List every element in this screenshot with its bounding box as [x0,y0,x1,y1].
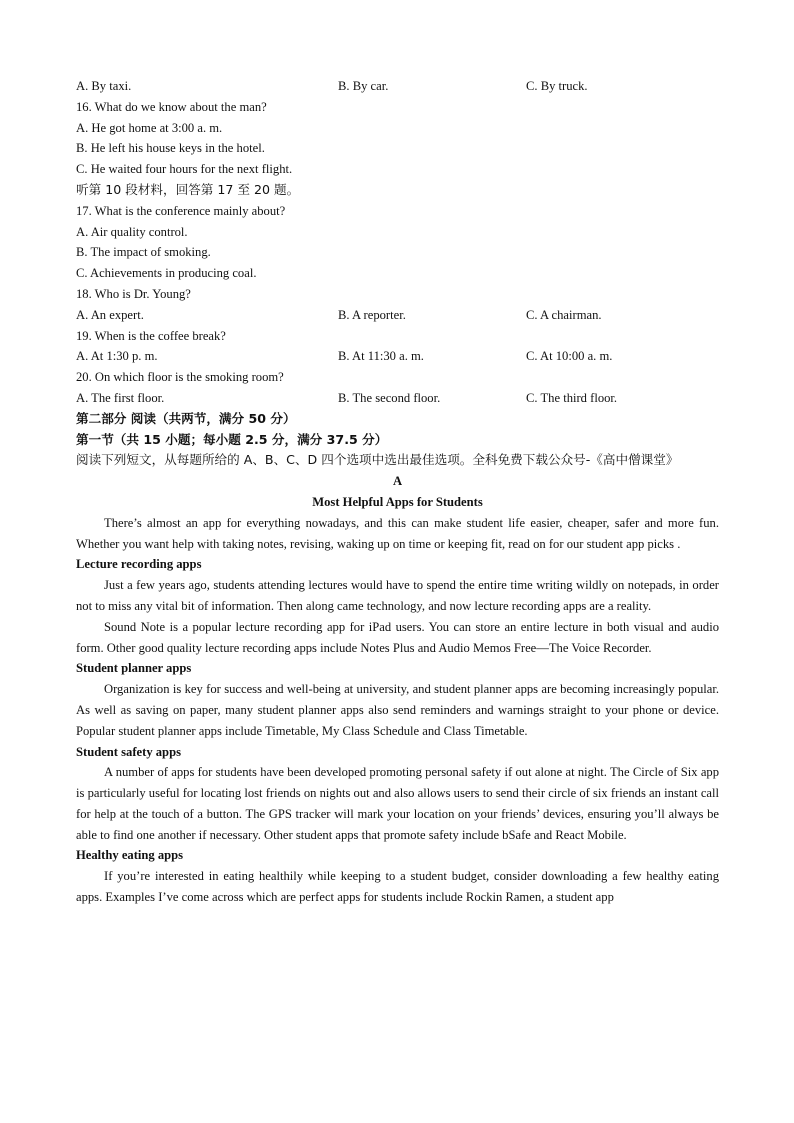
paragraph-planner: Organization is key for success and well-being at university, and student planner apps are becoming increasingly popular. As well as saving on paper, many student planner apps also send reminders and warnings straight to your phone or device. Popular student planner apps include Timetable, My Class Schedule and Class Timetable. [76,682,719,738]
part2-title: 第二部分 阅读（共两节，满分 50 分） [76,410,296,426]
q19-option-c: C. At 10:00 a. m. [526,349,613,364]
q15-option-c: C. By truck. [526,79,588,93]
q18-options [76,305,719,326]
q19-option-b: B. At 11:30 a. m. [338,349,424,364]
q17-stem: 17. What is the conference mainly about? [76,203,286,218]
page-content [76,76,719,908]
q15-option-b: B. By car. [338,79,389,93]
q18-stem: 18. Who is Dr. Young? [76,286,191,301]
q16-stem: 16. What do we know about the man? [76,99,267,114]
section1-title: 第一节（共 15 小题；每小题 2.5 分，满分 37.5 分） [76,431,388,447]
q15-options [76,76,719,97]
passage-title: Most Helpful Apps for Students [312,494,483,509]
q19-option-a: A. At 1:30 p. m. [76,349,158,364]
q16-option-a: A. He got home at 3:00 a. m. [76,120,223,135]
passage-letter: A [392,474,403,489]
q18-option-a: A. An expert. [76,307,144,322]
heading-lecture-recording: Lecture recording apps [76,557,202,572]
q18-option-c: C. A chairman. [526,307,602,322]
reading-directions: 阅读下列短文，从每题所给的 A、B、C、D 四个选项中选出最佳选项。全科免费下载公众号-《高中僧课堂》 [76,452,679,468]
q19-stem: 19. When is the coffee break? [76,328,226,343]
paragraph-lecture-2: Sound Note is a popular lecture recording app for iPad users. You can store an entire lecture in both visual and audio form. Other good quality lecture recording apps include Notes Plus and Audio Memos Free—The Voice Recorder. [76,619,719,655]
q17-option-b: B. The impact of smoking. [76,245,211,260]
q19-options [76,346,719,367]
passage-intro: There’s almost an app for everything nowadays, and this can make student life easier, cheaper, safer and more fun. Whether you want help with taking notes, revising, waking up on time or keeping fit, read on for our student app picks . [76,515,719,551]
paragraph-safety: A number of apps for students have been developed promoting personal safety if out alone at night. The Circle of Six app is particularly useful for locating lost friends on nights out and also allows users to send their circle of six friends an instant call for help at the touch of a button. The GPS tracker will mark your location on your friends’ devices, ensuring you’ll always be able to find one another if necessary. Other student apps that promote safety include bSafe and React Mobile. [76,765,719,842]
q20-option-a: A. The first floor. [76,390,165,405]
listening-instruction-10: 听第 10 段材料，回答第 17 至 20 题。 [76,181,300,197]
q15-option-a: A. By taxi. [76,79,132,93]
q20-options [76,388,719,409]
paragraph-lecture-1: Just a few years ago, students attending lectures would have to spend the entire time writing wildly on notepads, in order not to miss any vital bit of information. Then along came technology, and now lecture recording apps are a reality. [76,578,719,613]
heading-healthy-eating: Healthy eating apps [76,848,184,863]
q18-option-b: B. A reporter. [338,307,406,322]
paragraph-healthy-eating: If you’re interested in eating healthily while keeping to a student budget, consider downloading a few healthy eating apps. Examples I’ve come across which are perfect apps for students include Rockin Ramen, a student app [76,869,719,905]
q16-option-c: C. He waited four hours for the next flight. [76,162,293,177]
q20-stem: 20. On which floor is the smoking room? [76,370,284,385]
q20-option-c: C. The third floor. [526,390,618,405]
q17-option-c: C. Achievements in producing coal. [76,266,257,281]
q17-option-a: A. Air quality control. [76,224,188,239]
heading-student-safety: Student safety apps [76,744,181,759]
q20-option-b: B. The second floor. [338,390,441,405]
q16-option-b: B. He left his house keys in the hotel. [76,141,265,156]
heading-student-planner: Student planner apps [76,661,192,676]
